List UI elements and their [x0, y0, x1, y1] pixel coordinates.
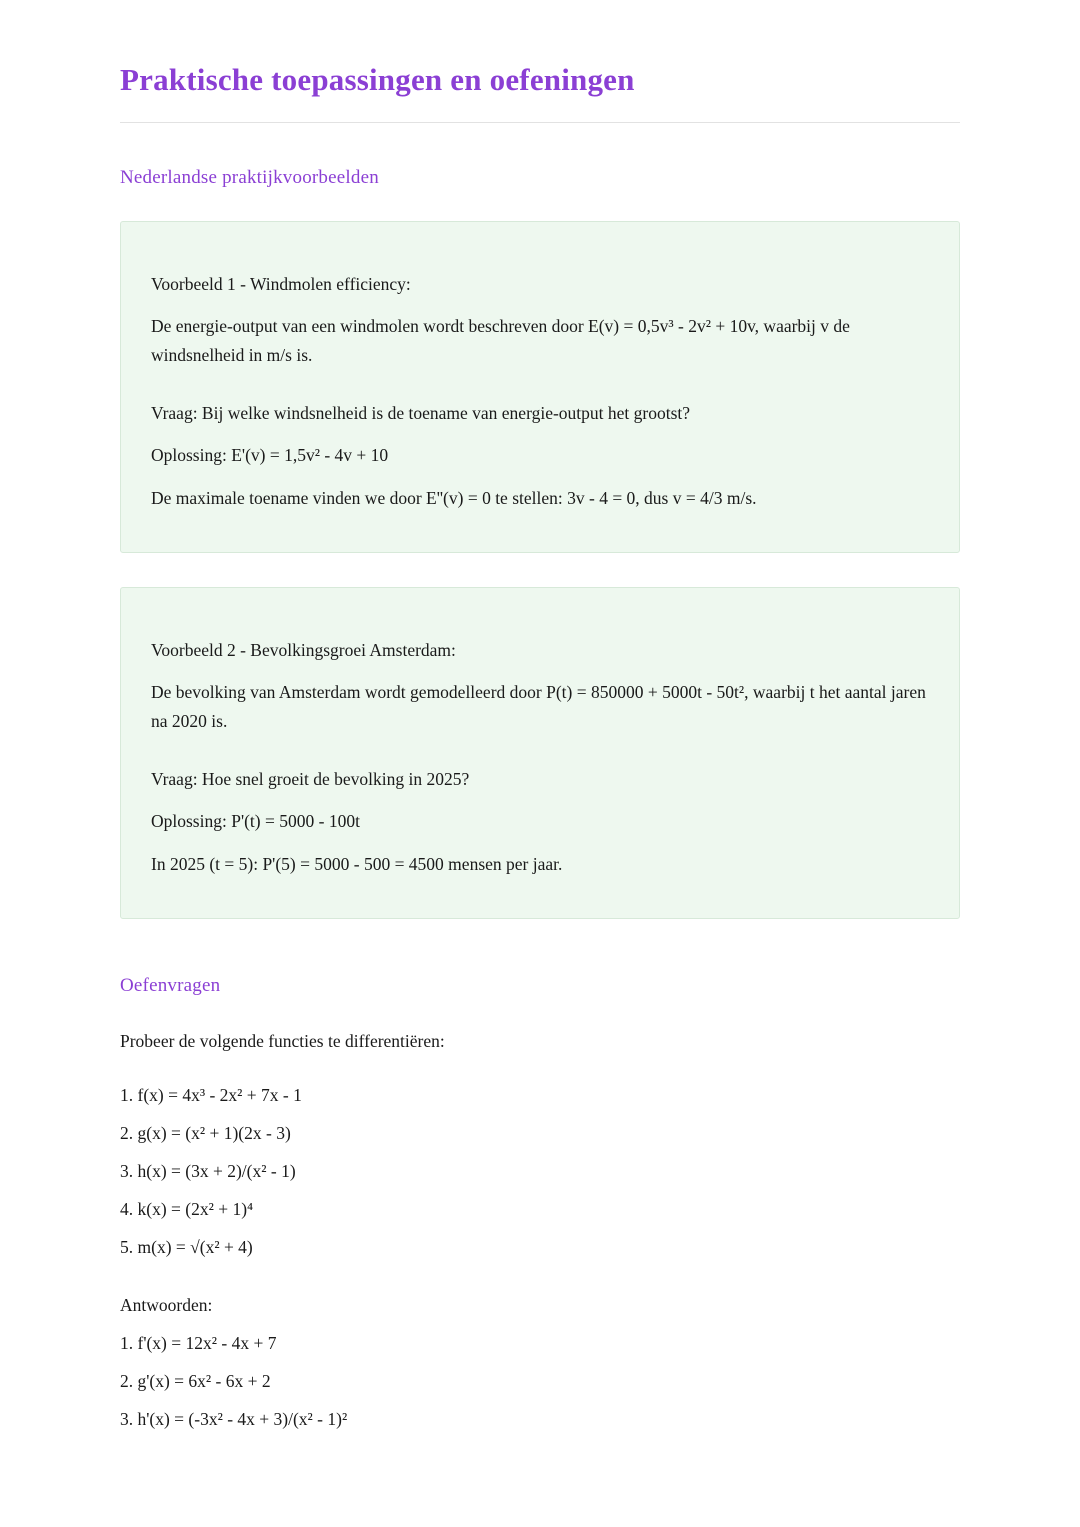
example-card-1: [120, 221, 960, 553]
title-divider: [120, 122, 960, 123]
exercises-list: [120, 1081, 960, 1261]
exercise-item: 3. h(x) = (3x + 2)/(x² - 1): [120, 1161, 296, 1182]
example-2-conclusion: In 2025 (t = 5): P'(5) = 5000 - 500 = 4500 mensen per jaar.: [151, 853, 563, 874]
example-1-conclusion: De maximale toename vinden we door E''(v) = 0 te stellen: 3v - 4 = 0, dus v = 4/3 m/s.: [151, 487, 757, 508]
section-heading-oefenvragen: Oefenvragen: [120, 975, 221, 997]
exercise-item: 2. g(x) = (x² + 1)(2x - 3): [120, 1123, 291, 1144]
example-2-title: Voorbeeld 2 - Bevolkingsgroei Amsterdam:: [151, 640, 456, 661]
exercise-item: 4. k(x) = (2x² + 1)⁴: [120, 1199, 254, 1220]
page-title: Praktische toepassingen en oefeningen: [120, 62, 635, 97]
answers-list: [120, 1329, 960, 1433]
answer-item: 2. g'(x) = 6x² - 6x + 2: [120, 1371, 271, 1392]
example-1-title: Voorbeeld 1 - Windmolen efficiency:: [151, 274, 411, 294]
exercise-item: 5. m(x) = √(x² + 4): [120, 1237, 253, 1258]
example-1-solution: Oplossing: E'(v) = 1,5v² - 4v + 10: [151, 445, 389, 466]
section-heading-praktijkvoorbeelden: Nederlandse praktijkvoorbeelden: [120, 167, 379, 188]
exercise-item: 1. f(x) = 4x³ - 2x² + 7x - 1: [120, 1085, 302, 1106]
answer-item: 1. f'(x) = 12x² - 4x + 7: [120, 1333, 277, 1354]
example-2-question: Vraag: Hoe snel groeit de bevolking in 2025?: [151, 769, 470, 790]
answer-item: 3. h'(x) = (-3x² - 4x + 3)/(x² - 1)²: [120, 1409, 348, 1430]
example-1-question: Vraag: Bij welke windsnelheid is de toename van energie-output het grootst?: [151, 403, 691, 424]
exercises-intro: Probeer de volgende functies te differentiëren:: [120, 1031, 445, 1052]
example-2-description: De bevolking van Amsterdam wordt gemodelleerd door P(t) = 850000 + 5000t - 50t², waarbij t het aantal jaren na 2020 is.: [151, 682, 926, 731]
example-2-solution: Oplossing: P'(t) = 5000 - 100t: [151, 811, 360, 832]
example-1-description: De energie-output van een windmolen wordt beschreven door E(v) = 0,5v³ - 2v² + 10v, waarbij v de windsnelheid in m/s is.: [151, 316, 850, 365]
example-card-2: [120, 587, 960, 919]
answers-label: Antwoorden:: [120, 1295, 213, 1316]
